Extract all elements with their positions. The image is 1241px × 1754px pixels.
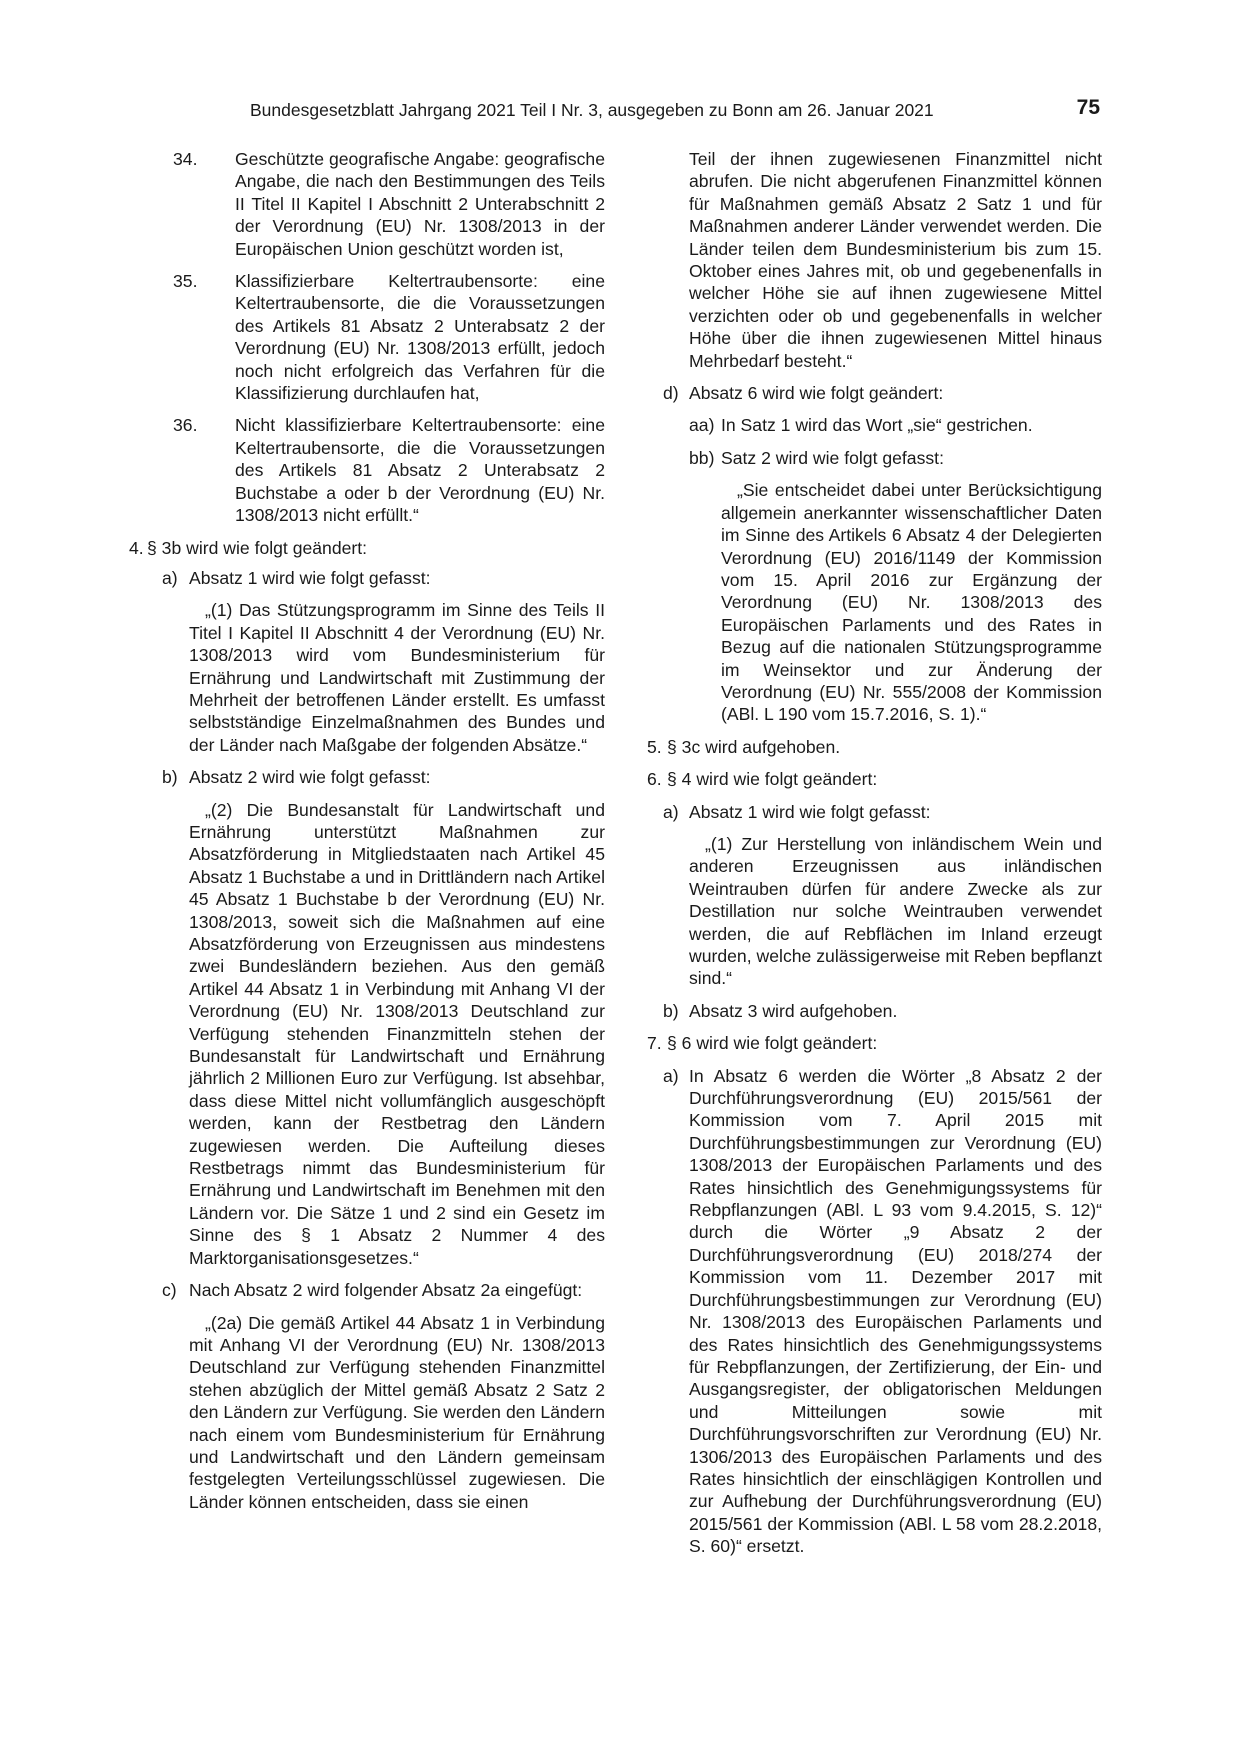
left-column bbox=[125, 148, 605, 1513]
quoted-text: „(2) Die Bundesanstalt für Landwirtschaft und Ernährung unterstützt Maßnahmen zur Absatzförderung in Mitgliedstaaten nach Artikel 45 Absatz 1 Buchstabe a und in Drittländern nach Artikel 45 Absatz 1 Buchstabe b der Verordnung (EU) Nr. 1308/2013, soweit sich die Maßnahmen auf eine Absatzförderung von Erzeugnissen aus mindestens zwei Bundesländern beziehen. Aus den gemäß Artikel 44 Absatz 1 in Verbindung mit Anhang VI der Verordnung (EU) Nr. 1308/2013 Deutschland zur Verfügung stehenden Finanzmitteln stehen der Bundesanstalt für Landwirtschaft und Ernährung jährlich 2 Millionen Euro zur Verfügung. Ist absehbar, dass diese Mittel nicht vollumfänglich ausgeschöpft werden, kann der Restbetrag den Ländern zugewiesen werden. Die Aufteilung dieses Restbetrags nimmt das Bundesministerium für Ernährung und Landwirtschaft im Benehmen mit den Ländern vor. Die Sätze 1 und 2 sind ein Gesetz im Sinne des § 1 Absatz 2 Nummer 4 des Marktorganisationsgesetzes.“ bbox=[189, 799, 605, 1268]
right-column bbox=[645, 148, 1102, 1558]
amendment-item-4c bbox=[125, 1279, 605, 1301]
running-header bbox=[250, 96, 1100, 126]
amendment-item-6a bbox=[645, 801, 1102, 823]
amendment-letter: d) bbox=[663, 383, 679, 404]
amendment-item-5 bbox=[645, 736, 1102, 758]
amendment-number: 5. bbox=[647, 736, 662, 757]
amendment-subletter: aa) bbox=[689, 415, 715, 436]
definition-36 bbox=[125, 414, 605, 526]
amendment-letter: a) bbox=[162, 567, 178, 588]
amendment-item-4d-bb bbox=[645, 447, 1102, 469]
amendment-number: 4. bbox=[129, 537, 144, 558]
definition-35 bbox=[125, 270, 605, 404]
quoted-text: Teil der ihnen zugewiesenen Finanzmittel nicht abrufen. Die nicht abgerufenen Finanzmittel können für Maßnahmen gemäß Absatz 2 Satz 1 und für Maßnahmen anderer Länder verwendet werden. Die Länder teilen dem Bundesministerium bis zum 15. Oktober eines Jahres mit, ob und gegebenenfalls in welcher Höhe sie auf ihnen zugewiesene Mittel verzichten oder ob und gegebenenfalls in welcher Höhe über die ihnen zugewiesenen Mittel hinaus Mehrbedarf besteht.“ bbox=[689, 149, 1102, 371]
quoted-text: „(1) Zur Herstellung von inländischem Wein und anderen Erzeugnissen aus inländischen Weintrauben dürfen für andere Zwecke als zur Destillation nur solche Weintrauben verwendet werden, die auf Rebflächen im Inland erzeugt wurden, welche zulässigerweise mit Reben bepflanzt sind.“ bbox=[689, 833, 1102, 989]
amendment-item-4 bbox=[125, 537, 605, 559]
definition-number: 36. bbox=[173, 415, 198, 436]
amendment-item-6b bbox=[645, 1000, 1102, 1022]
definition-text: Klassifizierbare Keltertraubensorte: eine Keltertraubensorte, die die Voraussetzungen des Artikels 81 Absatz 2 Unterabsatz 2 der Verordnung (EU) Nr. 1308/2013 erfüllt, jedoch noch nicht erfolgreich das Verfahren für die Klassifizierung durchlaufen hat, bbox=[235, 271, 605, 404]
amendment-letter: a) bbox=[663, 1065, 679, 1086]
amendment-text: § 3c wird aufgehoben. bbox=[667, 736, 841, 757]
amendment-letter: b) bbox=[162, 767, 178, 788]
amendment-text: Satz 2 wird wie folgt gefasst: bbox=[721, 447, 944, 468]
amendment-text: § 6 wird wie folgt geändert: bbox=[667, 1033, 878, 1054]
amendment-item-4b bbox=[125, 766, 605, 788]
amendment-text: In Satz 1 wird das Wort „sie“ gestrichen. bbox=[721, 415, 1033, 436]
definition-34 bbox=[125, 148, 605, 260]
definition-number: 34. bbox=[173, 149, 198, 169]
amendment-text: § 3b wird wie folgt geändert: bbox=[147, 537, 368, 558]
definition-number: 35. bbox=[173, 271, 198, 292]
amendment-text: Absatz 1 wird wie folgt gefasst: bbox=[689, 801, 931, 822]
amendment-text: Absatz 2 wird wie folgt gefasst: bbox=[189, 767, 431, 788]
amendment-item-7a bbox=[645, 1065, 1102, 1558]
amendment-item-4a bbox=[125, 567, 605, 589]
amendment-number: 7. bbox=[647, 1033, 662, 1054]
amendment-text: In Absatz 6 werden die Wörter „8 Absatz 2 der Durchführungsverordnung (EU) 2015/561 der Kommission vom 7. April 2015 mit Durchführungsbestimmungen zur Verordnung (EU) 1308/2013 der Europäischen Parlaments und des Rates hinsichtlich des Genehmigungssystems für Rebpflanzungen (ABl. L 93 vom 9.4.2015, S. 12)“ durch die Wörter „9 Absatz 2 der Durchführungsverordnung (EU) 2018/274 der Kommission vom 11. Dezember 2017 mit Durchführungsbestimmungen zur Verordnung (EU) Nr. 1308/2013 des Europäischen Parlaments und des Rates hinsichtlich des Genehmigungssystems für Rebpflanzungen, der Zertifizierung, der Ein- und Ausgangsregister, der obligatorischen Meldungen und Mitteilungen sowie mit Durchführungsvorschriften zur Verordnung (EU) Nr. 1306/2013 des Europäischen Parlaments und des Rates hinsichtlich der einschlägigen Kontrollen und zur Aufhebung der Durchführungsverordnung (EU) 2015/561 der Kommission (ABl. L 58 vom 28.2.2018, S. 60)“ ersetzt. bbox=[689, 1065, 1102, 1557]
amendment-text: Absatz 3 wird aufgehoben. bbox=[689, 1000, 898, 1021]
amendment-letter: b) bbox=[663, 1000, 679, 1021]
quote-4c-part-1 bbox=[125, 1312, 605, 1514]
amendment-item-4d-aa bbox=[645, 414, 1102, 436]
amendment-text: § 4 wird wie folgt geändert: bbox=[667, 769, 878, 790]
quoted-text: „(1) Das Stützungsprogramm im Sinne des Teils II Titel I Kapitel II Abschnitt 4 der Verordnung (EU) Nr. 1308/2013 wird vom Bundesministerium für Ernährung und Landwirtschaft mit Zustimmung der Mehrheit der betroffenen Länder erstellt. Es umfasst selbstständige Einzelmaßnahmen des Bundes und der Länder nach Maßgabe der folgenden Absätze.“ bbox=[189, 600, 605, 755]
amendment-text: Absatz 6 wird wie folgt geändert: bbox=[689, 383, 944, 404]
quote-4c-part-2 bbox=[645, 148, 1102, 372]
quoted-text: „(2a) Die gemäß Artikel 44 Absatz 1 in Verbindung mit Anhang VI der Verordnung (EU) Nr. 1308/2013 Deutschland zur Verfügung stehenden Finanzmittel stehen abzüglich der Mittel gemäß Absatz 2 Satz 2 den Ländern zur Verfügung. Sie werden den Ländern nach einem vom Bundesministerium für Ernährung und Landwirtschaft und den Ländern gemeinsam festgelegten Verteilungsschlüssel zugewiesen. Die Länder können entscheiden, dass sie einen bbox=[189, 1312, 605, 1512]
amendment-text: Nach Absatz 2 wird folgender Absatz 2a eingefügt: bbox=[189, 1280, 583, 1301]
amendment-item-7 bbox=[645, 1032, 1102, 1054]
amendment-letter: c) bbox=[162, 1280, 177, 1301]
amendment-letter: a) bbox=[663, 801, 679, 822]
amendment-text: Absatz 1 wird wie folgt gefasst: bbox=[189, 567, 431, 588]
quoted-text: „Sie entscheidet dabei unter Berücksichtigung allgemein anerkannter wissenschaftlicher Daten im Sinne des Artikels 6 Absatz 4 der Delegierten Verordnung (EU) 2016/1149 der Kommission vom 15. April 2016 zur Ergänzung der Verordnung (EU) Nr. 1308/2013 des Europäischen Parlaments und des Rates in Bezug auf die nationalen Stützungsprogramme im Weinsektor und zur Änderung der Verordnung (EU) Nr. 555/2008 der Kommission (ABl. L 190 vom 15.7.2016, S. 1).“ bbox=[721, 480, 1102, 725]
quote-4b bbox=[125, 799, 605, 1270]
header-title: Bundesgesetzblatt Jahrgang 2021 Teil I Nr. 3, ausgegeben zu Bonn am 26. Januar 2021 bbox=[250, 100, 934, 120]
quote-4d-bb bbox=[645, 479, 1102, 725]
quote-4a bbox=[125, 599, 605, 756]
definition-text: Geschützte geografische Angabe: geografische Angabe, die nach den Bestimmungen des Teils II Titel II Kapitel I Abschnitt 2 Unterabschnitt 2 der Verordnung (EU) Nr. 1308/2013 in der Europäischen Union geschützt worden ist, bbox=[235, 149, 605, 259]
amendment-number: 6. bbox=[647, 769, 662, 790]
definition-text: Nicht klassifizierbare Keltertraubensorte: eine Keltertraubensorte, die die Voraussetzungen des Artikels 81 Absatz 2 Unterabsatz 2 Buchstabe a oder b der Verordnung (EU) Nr. 1308/2013 nicht erfüllt.“ bbox=[235, 415, 605, 526]
amendment-subletter: bb) bbox=[689, 447, 715, 468]
quote-6a bbox=[645, 833, 1102, 990]
page-number: 75 bbox=[1076, 96, 1100, 119]
amendment-item-6 bbox=[645, 768, 1102, 790]
amendment-item-4d bbox=[645, 382, 1102, 404]
